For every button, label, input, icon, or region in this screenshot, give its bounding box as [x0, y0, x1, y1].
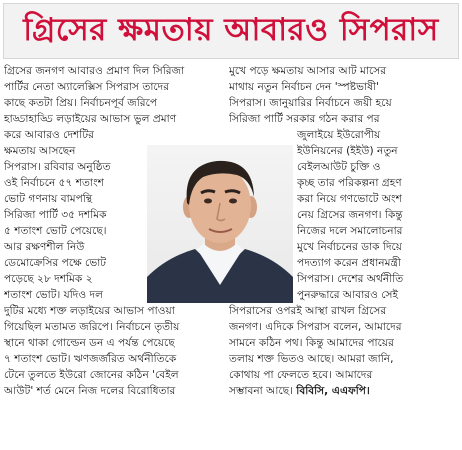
text-line: সিরিজা পার্টি সরকার গঠন করার পর	[229, 113, 380, 125]
text-line: সিপরাস। রবিবার অনুষ্ঠিত	[4, 161, 111, 173]
text-line: মুখে নির্বাচনের ডাক দিয়ে	[297, 241, 403, 253]
text-line: করা নিয়ে গণভোটে অংশ	[297, 193, 402, 205]
text-line: পুনরুদ্ধারে আবারও সেই	[297, 289, 399, 301]
text-line: সামনে কঠিন পথ। কিন্তু আমাদের পায়ের	[229, 337, 394, 349]
text-line: ডেমোক্রেসির পক্ষে ভোট	[4, 257, 107, 269]
text-line: সিপরাসের ওপরই আস্থা রাখল গ্রিসের	[229, 305, 387, 317]
text-line: ৭ শতাংশ ভোট। ঋণজর্জরিত অর্থনীতিকে	[4, 353, 177, 365]
text-line: সিপরাস। দেশের অর্থনীতি	[297, 273, 404, 285]
news-credit: বিবিসি, এএফপি।	[296, 385, 370, 397]
last-text-line	[229, 383, 457, 399]
text-line: মুখে পড়ে ক্ষমতায় আসার আট মাসের	[229, 65, 387, 77]
text-line: আর রক্ষণশীল নিউ	[4, 241, 85, 253]
text-line: ক্ষমতায় আসছেন	[4, 145, 76, 157]
text-line: শতাংশ ভোট। যদিও দল	[4, 289, 103, 301]
text-line: নেয় গ্রিসের জনগণ। কিন্তু	[297, 209, 403, 221]
text-line: টেনে তুলতে ইউরো জোনের কঠিন 'বেইল	[4, 369, 179, 381]
right-column-bottom	[229, 303, 457, 399]
text-line: পদত্যাগ করেন প্রধানমন্ত্রী	[297, 257, 401, 269]
text-line: জনগণ। এদিকে সিপরাস বলেন, আমাদের	[229, 321, 402, 333]
text-line: বেইলআউট চুক্তি ও	[297, 161, 381, 173]
text-line: পড়েছে ২৮ দশমিক ২	[4, 273, 93, 285]
right-column-top	[229, 63, 457, 127]
portrait-illustration	[147, 145, 293, 303]
text-line: দুটির মধ্যে শক্ত লড়াইয়ের আভাস পাওয়া	[4, 305, 175, 317]
text-line: ৫ শতাংশ ভোট পেয়েছে।	[4, 225, 107, 237]
text-line: নিজের দলে সমালোচনার	[297, 225, 403, 237]
left-column-wrap	[4, 127, 144, 303]
text-line: পার্টির নেতা অ্যালেক্সিস সিপরাস তাদের	[4, 81, 170, 93]
text-line: তলায় শক্ত ভিতও আছে। আমরা জানি,	[229, 353, 394, 365]
left-column-bottom	[4, 303, 218, 399]
left-column-top	[4, 63, 218, 127]
text-line: ইউনিয়নের (ইইউ) নতুন	[297, 145, 398, 157]
headline-banner	[3, 3, 459, 59]
right-column-wrap	[297, 127, 457, 303]
text-line: গ্রিসের জনগণ আবারও প্রমাণ দিল সিরিজা	[4, 65, 185, 77]
text-line: স্থানে থাকা গোল্ডেন ডন এ পর্যন্ত পেয়েছে	[4, 337, 175, 349]
text-line: কোথায় পা ফেলতে হবে। আমাদের	[229, 369, 373, 381]
text-line: হাড্ডাহাড্ডি লড়াইয়ের আভাস ভুল প্রমাণ	[4, 113, 177, 125]
text-line: কৃচ্ছ তার পরিকল্পনা গ্রহণ	[297, 177, 402, 189]
text-line: গিয়েছিল মতামত জরিপে। নির্বাচনে তৃতীয়	[4, 321, 180, 333]
portrait-photo	[147, 145, 293, 303]
text-line: ওই নির্বাচনে ৫৭ শতাংশ	[4, 177, 104, 189]
text-line: মাথায় নতুন নির্বাচন দেন 'স্পষ্টভাষী'	[229, 81, 379, 93]
text-line: সিরিজা পার্টি ৩৫ দশমিক	[4, 209, 107, 221]
text-line: আউট' শর্ত মেনে নিজ দলের বিরোধিতার	[4, 385, 176, 397]
headline-title: গ্রিসের ক্ষমতায় আবারও সিপরাস	[23, 12, 439, 48]
text-line: কাছে কতটা প্রিয়। নির্বাচনপূর্ব জরিপে	[4, 97, 158, 109]
text-line-end: সম্ভাবনা আছে।	[229, 385, 297, 397]
right-eye	[229, 199, 237, 204]
left-eye	[204, 199, 212, 204]
text-line: ভোট গণনায় বামপন্থি	[4, 193, 93, 205]
text-line: জুলাইয়ে ইউরোপীয়	[297, 129, 381, 141]
text-line: সিপরাস। জানুয়ারির নির্বাচনে জয়ী হয়ে	[229, 97, 392, 109]
text-line: করে আবারও দেশটির	[4, 129, 94, 141]
